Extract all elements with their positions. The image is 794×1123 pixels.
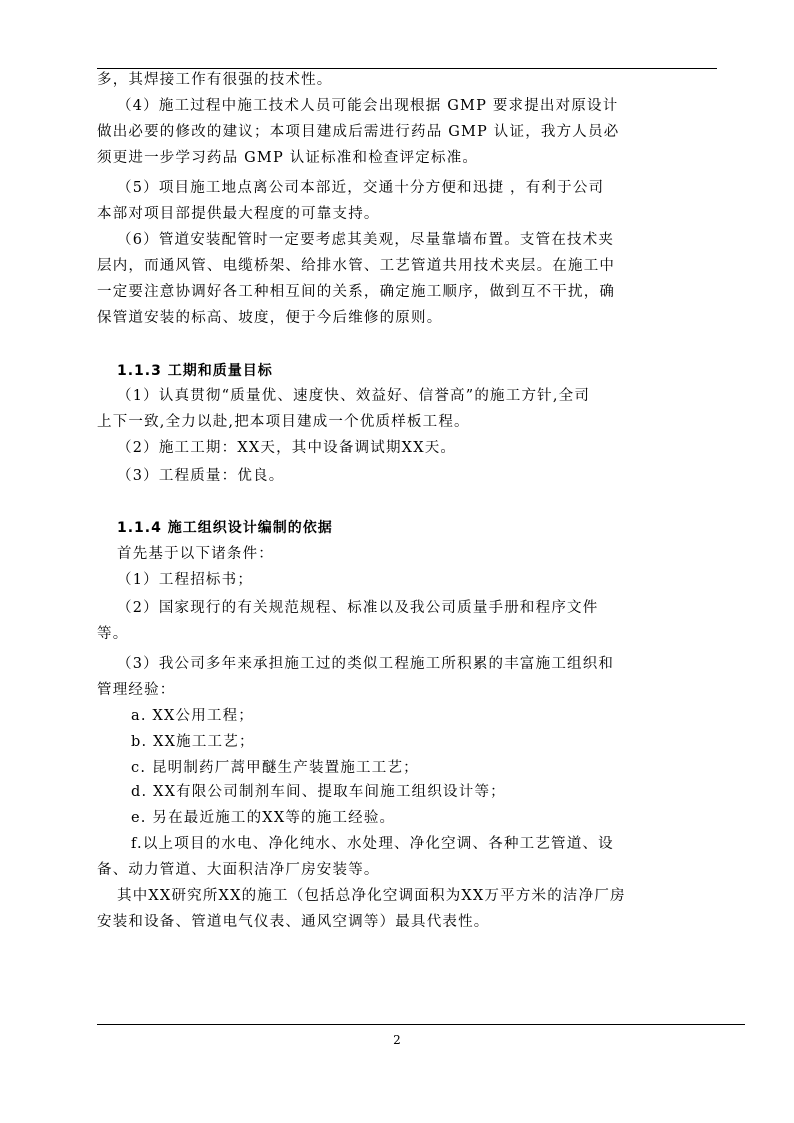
paragraph-line: （2）施工工期：XX天，其中设备调试期XX天。: [117, 440, 457, 456]
paragraph-line: 其中XX研究所XX的施工（包括总净化空调面积为XX万平方米的洁净厂房: [117, 888, 626, 904]
paragraph-line: （4）施工过程中施工技术人员可能会出现根据 GMP 要求提出对原设计: [117, 98, 619, 114]
paragraph-line: （5）项目施工地点离公司本部近，交通十分方便和迅捷 ，有利于公司: [117, 180, 605, 196]
paragraph-line: 须更进一步学习药品 GMP 认证标准和检查评定标准。: [97, 150, 479, 166]
paragraph-line: （1）认真贯彻“质量优、速度快、效益好、信誉高”的施工方针,全司: [117, 388, 591, 404]
list-item: f.以上项目的水电、净化纯水、水处理、净化空调、各种工艺管道、设: [131, 836, 614, 852]
list-item: （2）国家现行的有关规范规程、标准以及我公司质量手册和程序文件: [117, 600, 599, 616]
paragraph-line: 保管道安装的标高、坡度，便于今后维修的原则。: [97, 310, 443, 326]
list-item: b. XX施工工艺；: [131, 734, 255, 750]
header-rule: [97, 68, 717, 69]
paragraph-line: 一定要注意协调好各工种相互间的关系，确定施工顺序，做到互不干扰，确: [97, 284, 616, 300]
list-item: （1）工程招标书；: [117, 572, 254, 588]
paragraph-line: 备、动力管道、大面积洁净厂房安装等。: [97, 862, 380, 878]
list-item: （3）我公司多年来承担施工过的类似工程施工所积累的丰富施工组织和: [117, 656, 615, 672]
paragraph-line: 等。: [97, 626, 129, 642]
list-item: a. XX公用工程；: [131, 708, 255, 724]
footer-rule: [97, 1024, 745, 1025]
list-item: d. XX有限公司制剂车间、提取车间施工组织设计等；: [131, 784, 506, 800]
list-item: e. 另在最近施工的XX等的施工经验。: [131, 810, 396, 826]
paragraph-line: 首先基于以下诸条件：: [117, 546, 274, 562]
paragraph-line: 多，其焊接工作有很强的技术性。: [97, 72, 333, 88]
section-heading-1-1-4: 1.1.4 施工组织设计编制的依据: [117, 520, 333, 536]
list-item: c. 昆明制药厂蒿甲醚生产装置施工工艺；: [131, 760, 419, 776]
page-number: 2: [393, 1033, 401, 1047]
paragraph-line: 层内，而通风管、电缆桥架、给排水管、工艺管道共用技术夹层。在施工中: [97, 258, 616, 274]
paragraph-line: 管理经验：: [97, 682, 176, 698]
paragraph-line: （3）工程质量：优良。: [117, 468, 285, 484]
paragraph-line: 本部对项目部提供最大程度的可靠支持。: [97, 206, 380, 222]
section-heading-1-1-3: 1.1.3 工期和质量目标: [117, 363, 273, 379]
paragraph-line: 做出必要的修改的建议；本项目建成后需进行药品 GMP 认证，我方人员必: [97, 124, 620, 140]
paragraph-line: 安装和设备、管道电气仪表、通风空调等）最具代表性。: [97, 914, 490, 930]
paragraph-line: 上下一致,全力以赴,把本项目建成一个优质样板工程。: [97, 414, 470, 430]
paragraph-line: （6）管道安装配管时一定要考虑其美观，尽量靠墙布置。支管在技术夹: [117, 232, 615, 248]
